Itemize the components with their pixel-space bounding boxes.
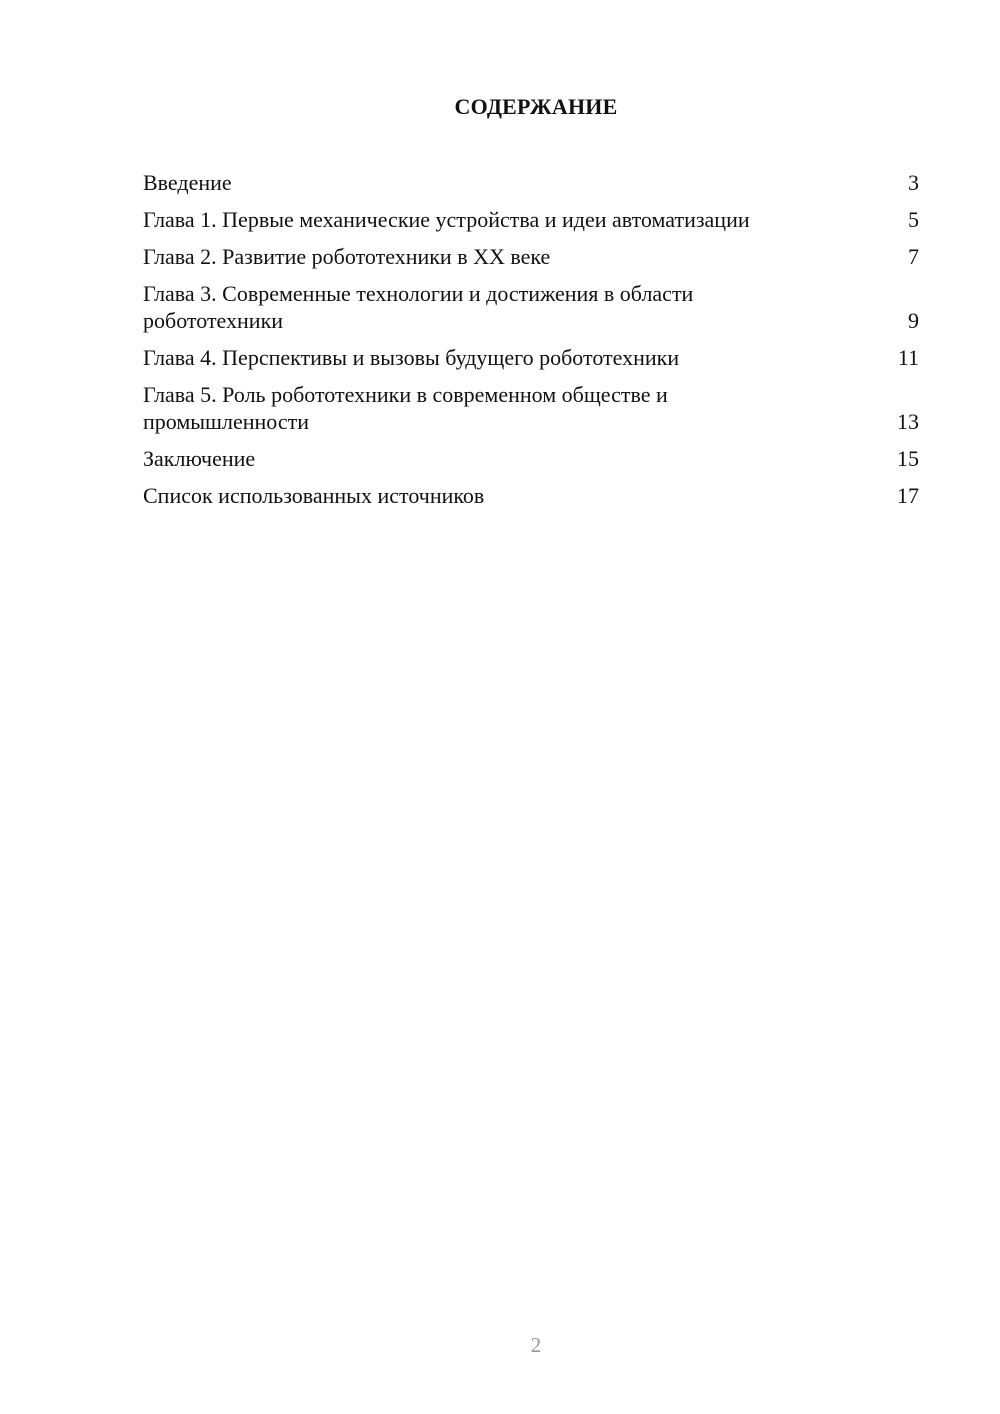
- toc-entry-page-number: 3: [908, 170, 919, 195]
- toc-entry-chapter-1: [143, 206, 919, 233]
- toc-entry-title: Глава 3. Современные технологии и достижения в области робототехники: [143, 281, 694, 333]
- toc-entry-chapter-3: [143, 280, 919, 334]
- toc-entry-title: Глава 1. Первые механические устройства и идеи автоматизации: [143, 207, 750, 232]
- toc-entry-page-number: 17: [897, 483, 919, 508]
- toc-entry-references: [143, 482, 919, 509]
- toc-entry-page-number: 15: [897, 446, 919, 471]
- toc-entry-introduction: [143, 169, 919, 196]
- toc-entry-chapter-2: [143, 243, 919, 270]
- toc-entry-chapter-5: [143, 381, 919, 435]
- toc-entry-page-number: 11: [897, 345, 919, 370]
- toc-entry-title: Введение: [143, 170, 232, 195]
- toc-entry-page-number: 7: [908, 244, 919, 269]
- toc-entry-page-number: 5: [908, 207, 919, 232]
- toc-entry-title: Заключение: [143, 446, 256, 471]
- toc-entry-page-number: 13: [897, 409, 919, 434]
- table-of-contents: [143, 169, 919, 519]
- toc-entry-title: Список использованных источников: [143, 483, 485, 508]
- toc-entry-title: Глава 5. Роль робототехники в современном обществе и промышленности: [143, 382, 668, 434]
- toc-entry-chapter-4: [143, 344, 919, 371]
- page-number: 2: [530, 1333, 542, 1357]
- toc-entry-title: Глава 2. Развитие робототехники в XX веке: [143, 244, 551, 269]
- toc-entry-page-number: 9: [908, 308, 919, 333]
- toc-entry-title: Глава 4. Перспективы и вызовы будущего робототехники: [143, 345, 680, 370]
- toc-title: СОДЕРЖАНИЕ: [454, 94, 618, 119]
- toc-entry-conclusion: [143, 445, 919, 472]
